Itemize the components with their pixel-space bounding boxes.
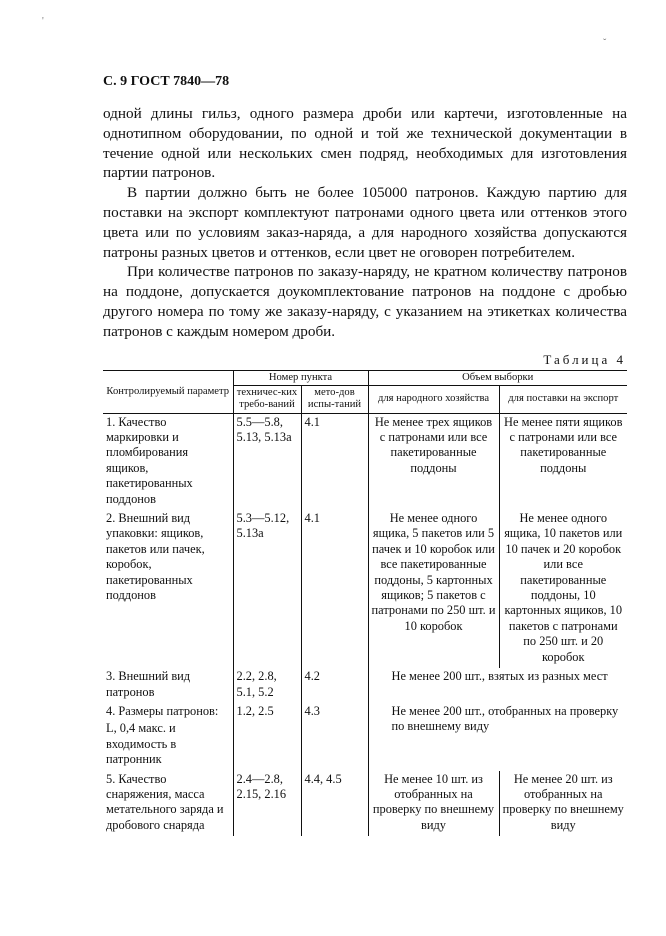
data-table [103,370,627,836]
cell-combined [368,668,627,703]
header-param: Контролируемый параметр [103,371,233,414]
cell-method: 4.1 [301,510,368,668]
table-row [103,413,627,510]
header-tech-req: техничес-ких требо-ваний [233,386,301,413]
body-text [103,104,627,342]
cell-tech: 2.4—2.8, 2.15, 2.16 [233,771,301,837]
cell-combined-text: Не менее 200 шт., отобранных на проверку по внешнему виду [391,703,619,734]
cell-param-extra: L, 0,4 макс. и входимость в патронник [106,721,177,767]
cell-domestic: Не менее 10 шт. из отобранных на проверку по внешнему виду [368,771,499,837]
paragraph: В партии должно быть не более 105000 патронов. Каждую партию для поставки на экспорт комплектуют патронами одного цвета или оттенков этого цвета или по условиям заказ-наряда, а для народного хозяйства допускаются патроны разных цветов и оттенков, если цвет не оговорен потребителем. [103,184,627,261]
cell-export: Не менее пяти ящиков с патронами или все пакетированные поддоны [504,414,623,475]
header-export: для поставки на экспорт [499,386,627,413]
table-row [103,510,627,668]
cell-export: Не менее одного ящика, 10 пакетов или 10 пачек и 20 коробок или все пакетированные поддоны, 10 картонных ящиков, 10 пакетов с патронами по 250 шт. и 20 коробок [504,511,623,664]
cell-domestic: Не менее трех ящиков с патронами или все пакетированные поддоны [368,413,499,510]
table-row [103,703,627,771]
cell-method: 4.3 [301,703,368,771]
cell-tech: 5.5—5.8, 5.13, 5.13а [233,413,301,510]
cell-combined-text: Не менее 200 шт., взятых из разных мест [391,669,608,684]
cell-param-main: 4. Размеры патронов: [106,703,219,718]
cell-param [103,703,233,771]
header-domestic: для народного хозяйства [368,386,499,413]
cell-tech: 5.3—5.12, 5.13а [233,510,301,668]
table-label: Таблица 4 [543,352,626,367]
cell-tech: 1.2, 2.5 [233,703,301,771]
header-test-methods: мето-дов испы-таний [301,386,368,413]
cell-param: 5. Качество снаряжения, масса метательного заряда и дробового снаряда [103,771,233,837]
cell-method: 4.2 [301,668,368,703]
scan-speck: ' [42,16,44,27]
cell-method: 4.1 [301,413,368,510]
page-header: С. 9 ГОСТ 7840—78 [103,74,230,89]
paragraph: одной длины гильз, одного размера дроби или картечи, изготовленные на однотипном оборудовании, по одной и той же технической документации в течение одной или нескольких смен подряд, необходимых для изготовления партии патронов. [103,105,627,182]
paragraph: При количестве патронов по заказу-наряду, не кратном количеству патронов на поддоне, допускается доукомплектование патронов на поддоне с дробью другого номера по тому же заказу-наряду, с указанием на этикетках количества патронов с каждым номером дроби. [103,263,627,340]
cell-param: 1. Качество маркировки и пломбирования ящиков, пакетированных поддонов [103,413,233,510]
cell-export: Не менее 20 шт. из отобранных на проверку по внешнему виду [502,771,624,832]
table-row [103,771,627,837]
table-row [103,668,627,703]
cell-param: 2. Внешний вид упаковки: ящиков, пакетов или пачек, коробок, пакетированных поддонов [103,510,233,668]
header-sample-volume: Объем выборки [368,371,627,386]
cell-param: 3. Внешний вид патронов [103,668,233,703]
cell-domestic: Не менее одного ящика, 5 пакетов или 5 пачек и 10 коробок или все пакетированные поддоны, 5 картонных ящиков; 5 пакетов с патронами по 250 шт. и 10 коробок [368,510,499,668]
cell-tech: 2.2, 2.8, 5.1, 5.2 [233,668,301,703]
cell-combined [368,703,627,771]
cell-method: 4.4, 4.5 [301,771,368,837]
scan-speck: ˇ [603,38,607,49]
header-item-number: Номер пункта [233,371,368,386]
